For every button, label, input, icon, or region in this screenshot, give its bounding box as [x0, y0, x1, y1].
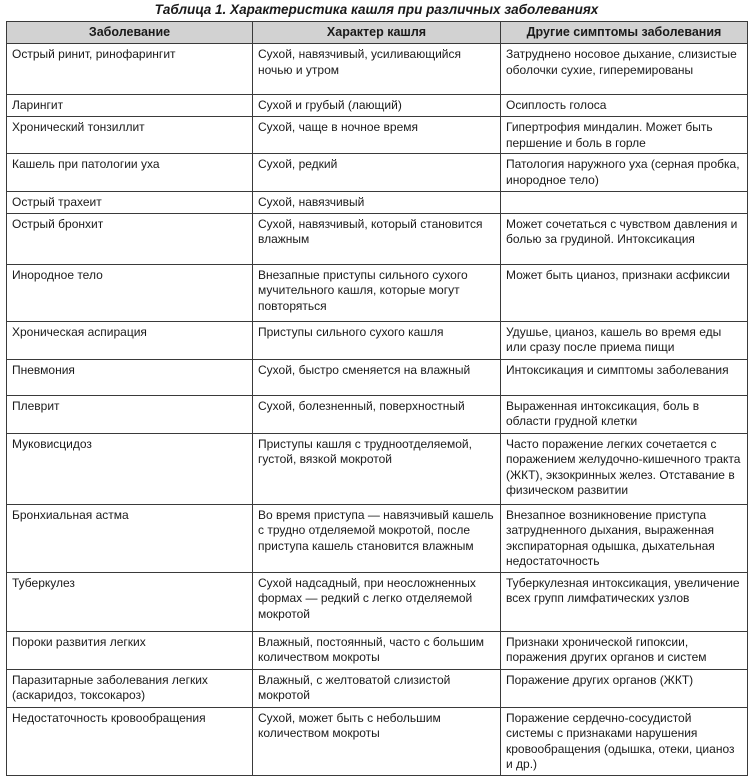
- symptoms-cell: Часто поражение легких сочетается с поражением желудочно-кишечного тракта (ЖКТ), экзокринных желез. Отставание в физическом развитии: [501, 433, 748, 504]
- table-row: [7, 321, 748, 359]
- symptoms-cell: Признаки хронической гипоксии, поражения других органов и систем: [501, 631, 748, 669]
- symptoms-cell: Патология наружного уха (серная пробка, инородное тело): [501, 154, 748, 192]
- disease-cell: Пневмония: [7, 359, 253, 395]
- cough-table: [6, 21, 748, 776]
- header-disease: Заболевание: [7, 22, 253, 44]
- table-row: [7, 359, 748, 395]
- table-row: [7, 44, 748, 95]
- table-row: [7, 264, 748, 321]
- cough-cell: Сухой, навязчивый, усиливающийся ночью и утром: [253, 44, 501, 95]
- cough-cell: Влажный, с желтоватой слизистой мокротой: [253, 669, 501, 707]
- table-row: [7, 395, 748, 433]
- header-cough-character: Характер кашля: [253, 22, 501, 44]
- table-row: [7, 669, 748, 707]
- table-row: [7, 95, 748, 117]
- disease-cell: Кашель при патологии уха: [7, 154, 253, 192]
- table-row: [7, 433, 748, 504]
- table-caption: Таблица 1. Характеристика кашля при различных заболеваниях: [154, 2, 599, 17]
- disease-cell: Инородное тело: [7, 264, 253, 321]
- disease-cell: Хронический тонзиллит: [7, 117, 253, 154]
- table-row: [7, 213, 748, 264]
- symptoms-cell: Гипертрофия миндалин. Может быть першение и боль в горле: [501, 117, 748, 154]
- cough-cell: Сухой, чаще в ночное время: [253, 117, 501, 154]
- symptoms-cell: Туберкулезная интоксикация, увеличение всех групп лимфатических узлов: [501, 572, 748, 631]
- disease-cell: Плеврит: [7, 395, 253, 433]
- disease-cell: Муковисцидоз: [7, 433, 253, 504]
- symptoms-cell: Затруднено носовое дыхание, слизистые оболочки сухие, гиперемированы: [501, 44, 748, 95]
- cough-cell: Сухой, быстро сменяется на влажный: [253, 359, 501, 395]
- table-row: [7, 504, 748, 572]
- cough-cell: Во время приступа — навязчивый кашель с трудно отделяемой мокротой, после приступа кашель становится влажным: [253, 504, 501, 572]
- disease-cell: Хроническая аспирация: [7, 321, 253, 359]
- table-row: [7, 631, 748, 669]
- symptoms-cell: [501, 192, 748, 214]
- table-row: [7, 117, 748, 154]
- disease-cell: Бронхиальная астма: [7, 504, 253, 572]
- cough-cell: Внезапные приступы сильного сухого мучительного кашля, которые могут повторяться: [253, 264, 501, 321]
- symptoms-cell: Поражение сердечно-сосудистой системы с признаками нарушения кровообращения (одышка, отеки, цианоз и др.): [501, 707, 748, 775]
- table-row: [7, 154, 748, 192]
- symptoms-cell: Удушье, цианоз, кашель во время еды или сразу после приема пищи: [501, 321, 748, 359]
- disease-cell: Ларингит: [7, 95, 253, 117]
- cough-cell: Сухой надсадный, при неосложненных формах — редкий с легко отделяемой мокротой: [253, 572, 501, 631]
- disease-cell: Туберкулез: [7, 572, 253, 631]
- disease-cell: Паразитарные заболевания легких (аскаридоз, токсокароз): [7, 669, 253, 707]
- disease-cell: Пороки развития легких: [7, 631, 253, 669]
- disease-cell: Недостаточность кровообращения: [7, 707, 253, 775]
- symptoms-cell: Осиплость голоса: [501, 95, 748, 117]
- symptoms-cell: Может сочетаться с чувством давления и болью за грудиной. Интоксикация: [501, 213, 748, 264]
- cough-cell: Сухой, навязчивый: [253, 192, 501, 214]
- table-row: [7, 572, 748, 631]
- symptoms-cell: Может быть цианоз, признаки асфиксии: [501, 264, 748, 321]
- disease-cell: Острый трахеит: [7, 192, 253, 214]
- symptoms-cell: Выраженная интоксикация, боль в области грудной клетки: [501, 395, 748, 433]
- cough-cell: Приступы сильного сухого кашля: [253, 321, 501, 359]
- cough-cell: Сухой, редкий: [253, 154, 501, 192]
- cough-cell: Сухой, может быть с небольшим количеством мокроты: [253, 707, 501, 775]
- table-header-row: [7, 22, 748, 44]
- cough-cell: Сухой, болезненный, поверхностный: [253, 395, 501, 433]
- cough-cell: Сухой, навязчивый, который становится влажным: [253, 213, 501, 264]
- symptoms-cell: Внезапное возникновение приступа затрудненного дыхания, выраженная экспираторная одышка, дыхательная недостаточность: [501, 504, 748, 572]
- cough-cell: Сухой и грубый (лающий): [253, 95, 501, 117]
- cough-cell: Приступы кашля с трудноотделяемой, густой, вязкой мокротой: [253, 433, 501, 504]
- table-row: [7, 192, 748, 214]
- table-row: [7, 707, 748, 775]
- cough-cell: Влажный, постоянный, часто с большим количеством мокроты: [253, 631, 501, 669]
- symptoms-cell: Поражение других органов (ЖКТ): [501, 669, 748, 707]
- symptoms-cell: Интоксикация и симптомы заболевания: [501, 359, 748, 395]
- header-other-symptoms: Другие симптомы заболевания: [501, 22, 748, 44]
- disease-cell: Острый бронхит: [7, 213, 253, 264]
- disease-cell: Острый ринит, ринофарингит: [7, 44, 253, 95]
